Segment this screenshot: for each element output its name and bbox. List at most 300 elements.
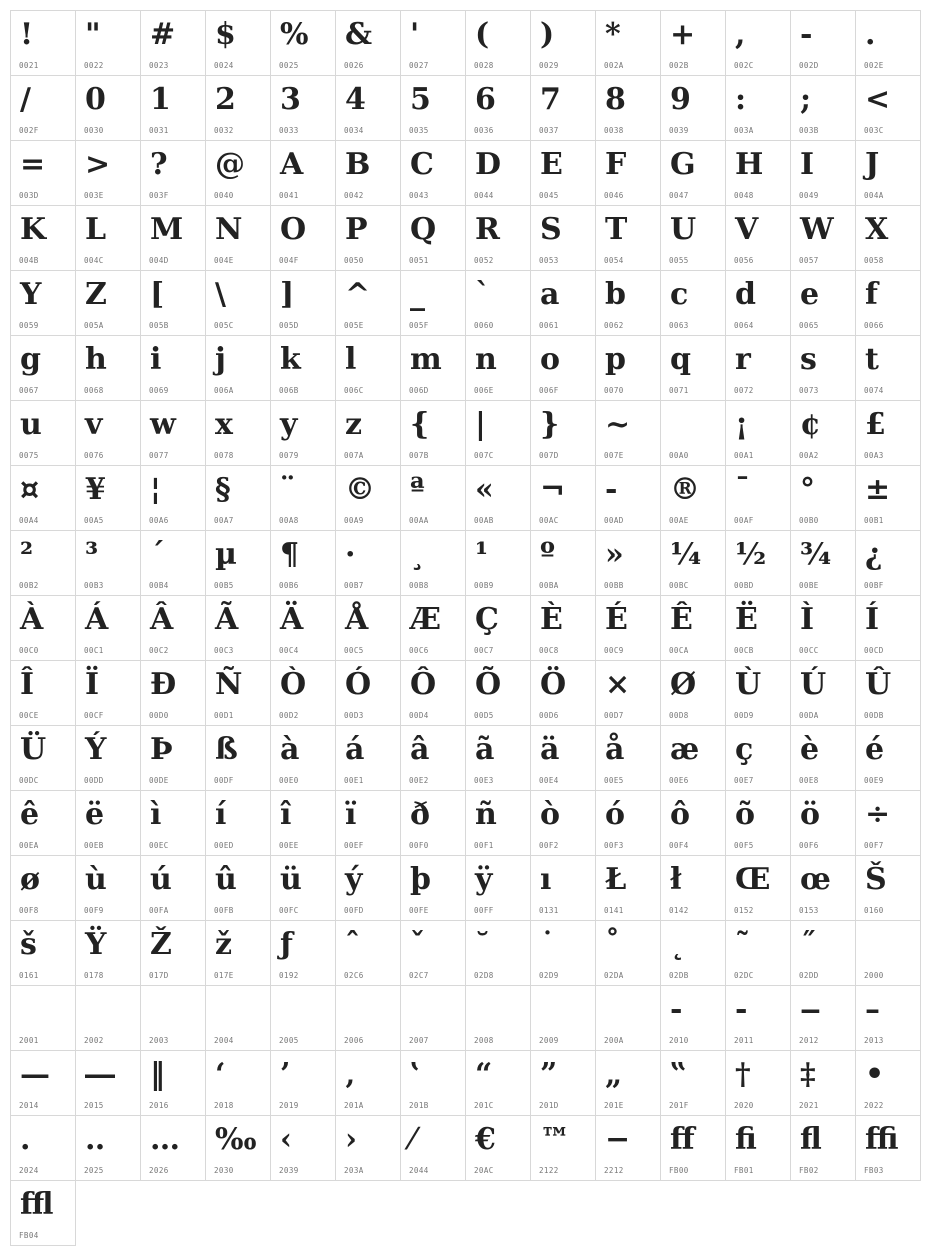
glyph-codepoint: 0061 xyxy=(539,321,559,330)
glyph-cell xyxy=(855,10,921,76)
glyph-cell xyxy=(855,1115,921,1181)
glyph-cell xyxy=(75,400,141,466)
glyph-character: Ù xyxy=(735,667,762,702)
glyph-character: [ xyxy=(150,277,165,312)
glyph-character: ¼ xyxy=(670,537,702,572)
glyph-character: & xyxy=(345,17,373,52)
glyph-codepoint: 00D4 xyxy=(409,711,429,720)
glyph-cell xyxy=(465,660,531,726)
glyph-codepoint: 2022 xyxy=(864,1101,884,1110)
glyph-codepoint: 007B xyxy=(409,451,429,460)
glyph-codepoint: 007E xyxy=(604,451,624,460)
glyph-character: ì xyxy=(150,797,162,832)
glyph-character: ? xyxy=(150,147,168,182)
glyph-cell xyxy=(335,530,401,596)
glyph-character: ¥ xyxy=(85,472,106,507)
glyph-cell xyxy=(790,920,856,986)
glyph-cell xyxy=(270,400,336,466)
glyph-cell xyxy=(75,920,141,986)
glyph-cell xyxy=(10,660,76,726)
glyph-cell xyxy=(790,140,856,206)
glyph-character: S xyxy=(540,212,562,247)
glyph-cell xyxy=(725,205,791,271)
glyph-character: t xyxy=(865,342,879,377)
glyph-codepoint: 2122 xyxy=(539,1166,559,1175)
glyph-codepoint: 00D6 xyxy=(539,711,559,720)
glyph-character: 8 xyxy=(605,82,626,117)
glyph-cell xyxy=(465,465,531,531)
glyph-codepoint: 00B9 xyxy=(474,581,494,590)
glyph-cell xyxy=(335,400,401,466)
glyph-cell xyxy=(10,595,76,661)
glyph-codepoint: 2212 xyxy=(604,1166,624,1175)
glyph-character: š xyxy=(20,927,37,962)
glyph-cell xyxy=(660,335,726,401)
glyph-codepoint: 005F xyxy=(409,321,429,330)
glyph-codepoint: 2007 xyxy=(409,1036,429,1045)
glyph-cell xyxy=(725,270,791,336)
glyph-character: - xyxy=(800,17,813,52)
glyph-codepoint: 002E xyxy=(864,61,884,70)
glyph-codepoint: 00A9 xyxy=(344,516,364,525)
glyph-cell xyxy=(335,10,401,76)
glyph-codepoint: 0030 xyxy=(84,126,104,135)
glyph-cell xyxy=(790,1050,856,1116)
glyph-codepoint: 002F xyxy=(19,126,39,135)
glyph-cell xyxy=(465,335,531,401)
glyph-character: F xyxy=(605,147,627,182)
glyph-cell xyxy=(205,790,271,856)
glyph-cell xyxy=(270,660,336,726)
glyph-cell xyxy=(140,205,206,271)
glyph-character: ¦ xyxy=(150,472,161,507)
glyph-character: R xyxy=(475,212,500,247)
glyph-codepoint: 00EA xyxy=(19,841,39,850)
glyph-codepoint: 00EF xyxy=(344,841,364,850)
glyph-codepoint: 2024 xyxy=(19,1166,39,1175)
glyph-cell xyxy=(205,335,271,401)
glyph-character: ․ xyxy=(20,1122,31,1157)
glyph-cell xyxy=(75,465,141,531)
glyph-codepoint: 00C4 xyxy=(279,646,299,655)
glyph-cell xyxy=(725,660,791,726)
glyph-character: G xyxy=(670,147,696,182)
glyph-cell xyxy=(790,855,856,921)
glyph-character: h xyxy=(85,342,107,377)
glyph-character: c xyxy=(670,277,689,312)
glyph-character: l xyxy=(345,342,357,377)
glyph-character: î xyxy=(280,797,292,832)
glyph-character: - xyxy=(605,472,618,507)
glyph-codepoint: 02DD xyxy=(799,971,819,980)
glyph-codepoint: 0052 xyxy=(474,256,494,265)
glyph-codepoint: 0067 xyxy=(19,386,39,395)
glyph-cell xyxy=(595,1115,661,1181)
glyph-character: Á xyxy=(85,602,109,637)
glyph-character: , xyxy=(735,17,746,52)
glyph-codepoint: 00C8 xyxy=(539,646,559,655)
glyph-codepoint: 0153 xyxy=(799,906,819,915)
glyph-codepoint: 0131 xyxy=(539,906,559,915)
glyph-character: ' xyxy=(410,17,420,52)
glyph-cell xyxy=(465,790,531,856)
glyph-cell xyxy=(10,725,76,791)
glyph-character: i xyxy=(150,342,162,377)
glyph-cell xyxy=(10,920,76,986)
glyph-cell xyxy=(270,530,336,596)
glyph-codepoint: 00CC xyxy=(799,646,819,655)
glyph-codepoint: 00CA xyxy=(669,646,689,655)
glyph-character: P xyxy=(345,212,368,247)
glyph-cell xyxy=(595,140,661,206)
glyph-character: + xyxy=(670,17,696,52)
glyph-character: ‟ xyxy=(670,1057,688,1092)
glyph-character: ô xyxy=(670,797,691,832)
glyph-codepoint: 00AB xyxy=(474,516,494,525)
glyph-codepoint: 00A6 xyxy=(149,516,169,525)
glyph-cell xyxy=(660,400,726,466)
glyph-cell xyxy=(270,1050,336,1116)
glyph-cell xyxy=(270,335,336,401)
glyph-codepoint: 2005 xyxy=(279,1036,299,1045)
glyph-character: á xyxy=(345,732,365,767)
glyph-cell xyxy=(530,530,596,596)
glyph-codepoint: 00A0 xyxy=(669,451,689,460)
glyph-codepoint: 00F5 xyxy=(734,841,754,850)
glyph-character: / xyxy=(20,82,31,117)
glyph-character: O xyxy=(280,212,307,247)
glyph-codepoint: 00AD xyxy=(604,516,624,525)
glyph-character: 0 xyxy=(85,82,106,117)
glyph-codepoint: 005A xyxy=(84,321,104,330)
glyph-character: ¬ xyxy=(540,472,566,507)
glyph-character: ¡ xyxy=(735,407,749,442)
glyph-character: È xyxy=(540,602,563,637)
glyph-codepoint: 00DC xyxy=(19,776,39,785)
glyph-character: ¶ xyxy=(280,537,300,572)
glyph-codepoint: 00FF xyxy=(474,906,494,915)
glyph-cell xyxy=(530,595,596,661)
glyph-cell xyxy=(725,790,791,856)
glyph-cell xyxy=(400,335,466,401)
glyph-cell xyxy=(465,205,531,271)
glyph-cell xyxy=(595,660,661,726)
glyph-cell xyxy=(140,595,206,661)
glyph-character: 7 xyxy=(540,82,561,117)
glyph-character: € xyxy=(475,1122,496,1157)
glyph-character: v xyxy=(85,407,103,442)
glyph-character: @ xyxy=(215,147,245,182)
glyph-cell xyxy=(595,1050,661,1116)
glyph-character: ƒ xyxy=(280,927,293,962)
glyph-codepoint: 0142 xyxy=(669,906,689,915)
glyph-character: » xyxy=(605,537,624,572)
glyph-cell xyxy=(10,335,76,401)
glyph-character: ü xyxy=(280,862,302,897)
glyph-codepoint: 00EE xyxy=(279,841,299,850)
glyph-character: ﬃ xyxy=(865,1122,899,1157)
glyph-codepoint: 00D8 xyxy=(669,711,689,720)
glyph-cell xyxy=(660,140,726,206)
glyph-character: # xyxy=(150,17,176,52)
glyph-codepoint: 004A xyxy=(864,191,884,200)
glyph-cell xyxy=(725,595,791,661)
glyph-codepoint: 00EB xyxy=(84,841,104,850)
glyph-character: ï xyxy=(345,797,357,832)
glyph-cell xyxy=(660,465,726,531)
glyph-codepoint: 00C0 xyxy=(19,646,39,655)
glyph-codepoint: 00BD xyxy=(734,581,754,590)
glyph-character: õ xyxy=(735,797,756,832)
glyph-cell xyxy=(140,10,206,76)
glyph-cell xyxy=(400,725,466,791)
glyph-codepoint: 02DA xyxy=(604,971,624,980)
glyph-cell xyxy=(595,10,661,76)
glyph-codepoint: 005C xyxy=(214,321,234,330)
glyph-character: Æ xyxy=(410,602,442,637)
glyph-cell xyxy=(400,1050,466,1116)
glyph-cell xyxy=(400,465,466,531)
glyph-character: H xyxy=(735,147,764,182)
glyph-character: “ xyxy=(475,1057,493,1092)
glyph-codepoint: 00FD xyxy=(344,906,364,915)
glyph-codepoint: 00E7 xyxy=(734,776,754,785)
glyph-codepoint: 0055 xyxy=(669,256,689,265)
glyph-codepoint: 00A4 xyxy=(19,516,39,525)
glyph-cell xyxy=(400,985,466,1051)
glyph-character: b xyxy=(605,277,626,312)
glyph-cell xyxy=(660,920,726,986)
glyph-codepoint: 02C7 xyxy=(409,971,429,980)
glyph-character: Î xyxy=(20,667,35,702)
glyph-character: U xyxy=(670,212,697,247)
glyph-character: " xyxy=(85,17,101,52)
glyph-character: Q xyxy=(410,212,437,247)
glyph-cell xyxy=(400,10,466,76)
glyph-codepoint: 00F9 xyxy=(84,906,104,915)
glyph-codepoint: 00FB xyxy=(214,906,234,915)
glyph-codepoint: 00E1 xyxy=(344,776,364,785)
glyph-character: Ü xyxy=(20,732,47,767)
glyph-codepoint: FB02 xyxy=(799,1166,819,1175)
glyph-cell xyxy=(595,335,661,401)
glyph-cell xyxy=(10,1180,76,1246)
glyph-codepoint: 02DB xyxy=(669,971,689,980)
glyph-codepoint: 203A xyxy=(344,1166,364,1175)
glyph-cell xyxy=(205,270,271,336)
glyph-codepoint: 003A xyxy=(734,126,754,135)
glyph-codepoint: 002C xyxy=(734,61,754,70)
glyph-character: M xyxy=(150,212,184,247)
glyph-codepoint: 201B xyxy=(409,1101,429,1110)
glyph-codepoint: 02DC xyxy=(734,971,754,980)
glyph-character: ª xyxy=(410,472,425,507)
glyph-cell xyxy=(660,985,726,1051)
glyph-codepoint: 00CD xyxy=(864,646,884,655)
glyph-codepoint: 0044 xyxy=(474,191,494,200)
glyph-cell xyxy=(790,530,856,596)
glyph-codepoint: 2026 xyxy=(149,1166,169,1175)
glyph-codepoint: 20AC xyxy=(474,1166,494,1175)
glyph-cell xyxy=(790,270,856,336)
glyph-codepoint: 00F8 xyxy=(19,906,39,915)
glyph-codepoint: 00C3 xyxy=(214,646,234,655)
glyph-character: r xyxy=(735,342,751,377)
glyph-cell xyxy=(335,985,401,1051)
glyph-character: ; xyxy=(800,82,812,117)
glyph-character: Ï xyxy=(85,667,100,702)
glyph-character: Ø xyxy=(670,667,697,702)
glyph-cell xyxy=(790,790,856,856)
glyph-cell xyxy=(855,400,921,466)
glyph-character: p xyxy=(605,342,626,377)
glyph-character: Í xyxy=(865,602,880,637)
glyph-cell xyxy=(855,140,921,206)
glyph-codepoint: 0047 xyxy=(669,191,689,200)
glyph-cell xyxy=(10,1050,76,1116)
glyph-cell xyxy=(530,790,596,856)
glyph-cell xyxy=(465,725,531,791)
glyph-codepoint: 00DA xyxy=(799,711,819,720)
glyph-codepoint: 003F xyxy=(149,191,169,200)
glyph-codepoint: 200A xyxy=(604,1036,624,1045)
glyph-codepoint: 00BB xyxy=(604,581,624,590)
glyph-cell xyxy=(855,205,921,271)
glyph-character: ‒ xyxy=(800,992,821,1027)
glyph-codepoint: 0042 xyxy=(344,191,364,200)
glyph-cell xyxy=(725,1115,791,1181)
glyph-codepoint: 004E xyxy=(214,256,234,265)
glyph-codepoint: 2013 xyxy=(864,1036,884,1045)
glyph-cell xyxy=(595,205,661,271)
glyph-character: í xyxy=(215,797,227,832)
glyph-codepoint: 00F1 xyxy=(474,841,494,850)
glyph-codepoint: FB03 xyxy=(864,1166,884,1175)
glyph-codepoint: 00F4 xyxy=(669,841,689,850)
glyph-character: 5 xyxy=(410,82,431,117)
glyph-cell xyxy=(270,595,336,661)
glyph-codepoint: 00D2 xyxy=(279,711,299,720)
glyph-cell xyxy=(725,1050,791,1116)
glyph-codepoint: 00E4 xyxy=(539,776,559,785)
glyph-character: T xyxy=(605,212,628,247)
glyph-cell xyxy=(725,465,791,531)
glyph-cell xyxy=(725,140,791,206)
glyph-cell xyxy=(140,920,206,986)
glyph-grid xyxy=(10,10,920,1245)
glyph-character: Â xyxy=(150,602,174,637)
glyph-codepoint: 0040 xyxy=(214,191,234,200)
glyph-character: ß xyxy=(215,732,238,767)
glyph-character: ( xyxy=(475,17,490,52)
glyph-codepoint: 00BE xyxy=(799,581,819,590)
glyph-character: W xyxy=(800,212,834,247)
glyph-character: I xyxy=(800,147,815,182)
glyph-character: › xyxy=(345,1122,357,1157)
glyph-codepoint: 017D xyxy=(149,971,169,980)
glyph-codepoint: 007D xyxy=(539,451,559,460)
glyph-codepoint: 00B6 xyxy=(279,581,299,590)
glyph-character: Ô xyxy=(410,667,437,702)
glyph-character: ± xyxy=(865,472,891,507)
glyph-codepoint: 00D9 xyxy=(734,711,754,720)
glyph-codepoint: 00AA xyxy=(409,516,429,525)
glyph-cell xyxy=(400,400,466,466)
glyph-codepoint: 0072 xyxy=(734,386,754,395)
glyph-cell xyxy=(855,855,921,921)
glyph-character: ˘ xyxy=(475,927,490,962)
glyph-codepoint: 2011 xyxy=(734,1036,754,1045)
glyph-character: 9 xyxy=(670,82,691,117)
glyph-character: J xyxy=(865,147,880,182)
glyph-codepoint: 00B1 xyxy=(864,516,884,525)
glyph-codepoint: 0192 xyxy=(279,971,299,980)
glyph-character: Œ xyxy=(735,862,771,897)
glyph-character: . xyxy=(865,17,876,52)
glyph-codepoint: 00F2 xyxy=(539,841,559,850)
glyph-cell xyxy=(465,400,531,466)
glyph-cell xyxy=(205,920,271,986)
glyph-character: Š xyxy=(865,862,887,897)
glyph-cell xyxy=(335,270,401,336)
glyph-cell xyxy=(465,10,531,76)
glyph-codepoint: 0065 xyxy=(799,321,819,330)
glyph-cell xyxy=(530,1050,596,1116)
glyph-codepoint: 0021 xyxy=(19,61,39,70)
glyph-codepoint: FB01 xyxy=(734,1166,754,1175)
glyph-cell xyxy=(660,205,726,271)
glyph-cell xyxy=(205,10,271,76)
glyph-character: © xyxy=(345,472,375,507)
glyph-character: É xyxy=(605,602,628,637)
glyph-codepoint: 2019 xyxy=(279,1101,299,1110)
glyph-cell xyxy=(140,335,206,401)
glyph-cell xyxy=(335,920,401,986)
glyph-character: é xyxy=(865,732,885,767)
glyph-character: µ xyxy=(215,537,237,572)
glyph-codepoint: 02D8 xyxy=(474,971,494,980)
glyph-character: ’ xyxy=(280,1057,291,1092)
glyph-cell xyxy=(10,465,76,531)
glyph-cell xyxy=(465,855,531,921)
glyph-codepoint: 00D1 xyxy=(214,711,234,720)
glyph-character: ‚ xyxy=(345,1057,356,1092)
glyph-character: Ê xyxy=(670,602,693,637)
glyph-cell xyxy=(660,790,726,856)
glyph-character: Ý xyxy=(85,732,107,767)
glyph-character: ´ xyxy=(150,537,165,572)
glyph-character: ð xyxy=(410,797,431,832)
glyph-character: − xyxy=(605,1122,631,1157)
glyph-codepoint: 00C1 xyxy=(84,646,104,655)
glyph-cell xyxy=(465,1115,531,1181)
glyph-character: Ž xyxy=(150,927,172,962)
glyph-codepoint: 2003 xyxy=(149,1036,169,1045)
glyph-codepoint: 0062 xyxy=(604,321,624,330)
glyph-character: Ð xyxy=(150,667,177,702)
glyph-codepoint: 007C xyxy=(474,451,494,460)
glyph-cell xyxy=(725,530,791,596)
glyph-character: º xyxy=(540,537,555,572)
glyph-cell xyxy=(205,660,271,726)
glyph-codepoint: 00A5 xyxy=(84,516,104,525)
glyph-cell xyxy=(530,400,596,466)
glyph-cell xyxy=(595,75,661,141)
glyph-cell xyxy=(205,595,271,661)
glyph-cell xyxy=(270,920,336,986)
glyph-cell xyxy=(10,790,76,856)
glyph-codepoint: 2009 xyxy=(539,1036,559,1045)
